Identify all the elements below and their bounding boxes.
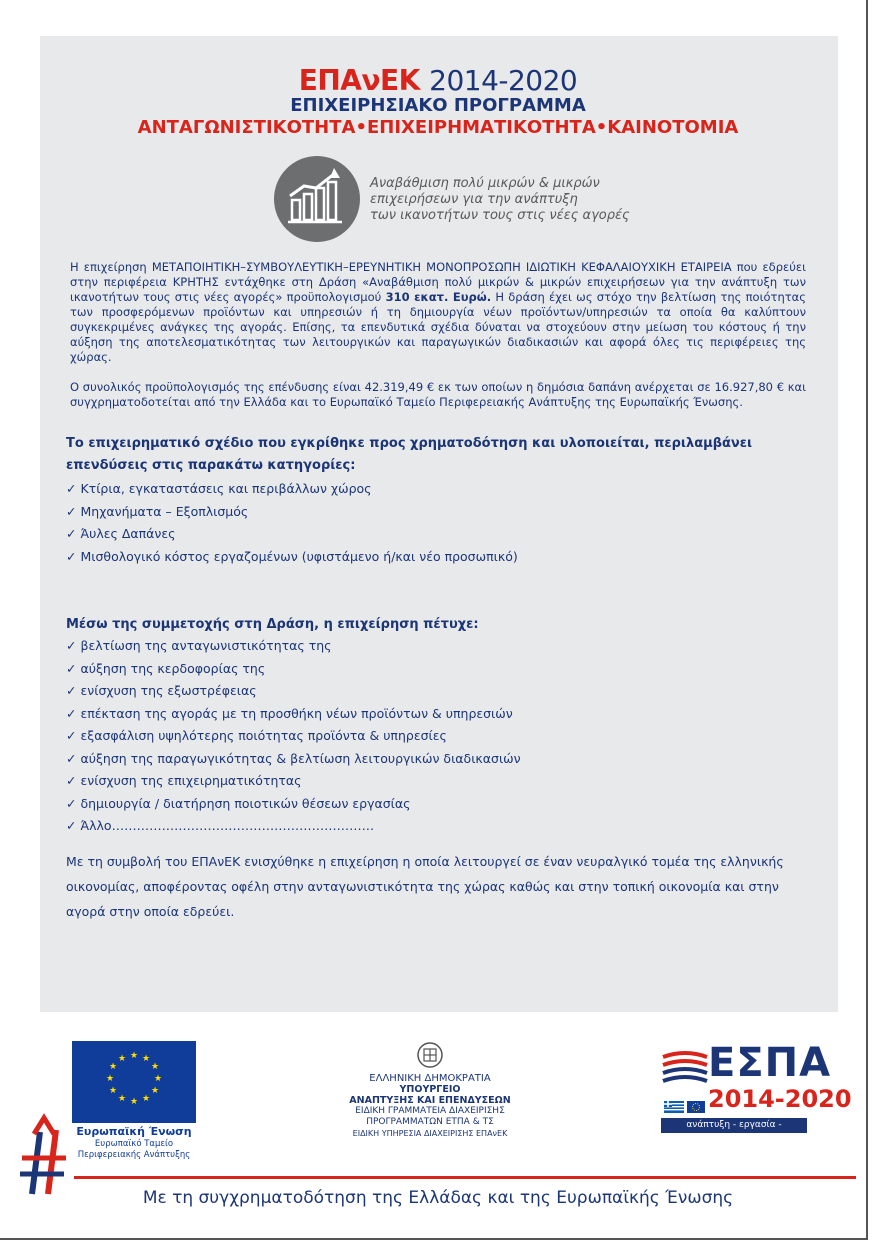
- check-icon: ✓: [66, 750, 77, 766]
- programme-pillars: ΑΝΤΑΓΩΝΙΣΤΙΚΟΤΗΤΑ•ΕΠΙΧΕΙΡΗΜΑΤΙΚΟΤΗΤΑ•ΚΑΙΝΟΤΟΜΙΑ: [137, 117, 739, 138]
- action-title-line: Αναβάθμιση πολύ μικρών & μικρών: [370, 176, 600, 191]
- gov-line: ΕΛΛΗΝΙΚΗ ΔΗΜΟΚΡΑΤΙΑ: [369, 1073, 491, 1084]
- gov-line: ΥΠΟΥΡΓΕΙΟ: [399, 1084, 461, 1095]
- list-item: [66, 478, 518, 501]
- growth-chart-icon: [274, 156, 360, 242]
- results-list: [66, 635, 521, 838]
- list-item: [66, 680, 521, 703]
- check-icon: ✓: [66, 728, 77, 743]
- results-heading: Μέσω της συμμετοχής στη Δράση, η επιχείρηση πέτυχε:: [66, 617, 479, 632]
- budget-paragraph: Ο συνολικός προϋπολογισμός της επένδυσης είναι 42.319,49 € εκ των οποίων η δημόσια δαπάνη ανέρχεται σε 16.927,80 € και συγχρηματοδοτείται από την Ελλάδα και το Ευρωπαϊκό Ταμείο Περιφερειακής Ανάπτυξης της Ευρωπαϊκής Ένωσης.: [70, 380, 806, 409]
- espa-swoosh-icon: [661, 1043, 711, 1093]
- closing-paragraph: Με τη συμβολή του ΕΠΑνΕΚ ενισχύθηκε η επιχείρηση η οποία λειτουργεί σε έναν νευραλγικό τομέα της ελληνικής οικονομίας, αποφέροντας οφέλη στην ανταγωνιστικότητα της χώρας καθώς και στην τοπική οικονομία και στην αγορά στην οποία εδρεύει.: [66, 854, 784, 919]
- list-item-label: ενίσχυση της επιχειρηματικότητας: [80, 773, 302, 788]
- svg-text:★: ★: [150, 1062, 160, 1072]
- svg-text:★: ★: [141, 1094, 151, 1104]
- eu-fund-line: Περιφερειακής Ανάπτυξης: [77, 1150, 191, 1160]
- eu-fund-line: Ευρωπαϊκό Ταμείο: [94, 1139, 174, 1149]
- list-item-label: Κτίρια, εγκαταστάσεις και περιβάλλων χώρος: [80, 481, 372, 496]
- list-item: [66, 793, 521, 816]
- action-title-line: των ικανοτήτων τους στις νέες αγορές: [370, 208, 630, 223]
- check-icon: ✓: [66, 705, 77, 721]
- svg-text:★: ★: [129, 1097, 139, 1107]
- check-icon: ✓: [66, 818, 77, 833]
- list-item: [66, 501, 518, 524]
- svg-text:★: ★: [150, 1086, 160, 1096]
- svg-text:★: ★: [141, 1054, 151, 1064]
- check-icon: ✓: [66, 548, 77, 564]
- gov-line: ΑΝΑΠΤΥΞΗΣ ΚΑΙ ΕΠΕΝΔΥΣΕΩΝ: [349, 1095, 511, 1106]
- list-item-label: Μισθολογικό κόστος εργαζομένων (υφιστάμενο ή/και νέο προσωπικό): [80, 548, 518, 564]
- eu-name: Ευρωπαϊκή Ένωση: [76, 1125, 192, 1138]
- check-icon: ✓: [66, 660, 77, 676]
- check-icon: ✓: [66, 683, 77, 698]
- brand-years: 2014-2020: [429, 64, 578, 97]
- list-item-label: δημιουργία / διατήρηση ποιοτικών θέσεων εργασίας: [80, 795, 411, 811]
- list-item: [66, 635, 521, 658]
- check-icon: ✓: [66, 795, 77, 811]
- list-item-label: Άλλο………………………………………………………: [80, 818, 375, 833]
- action-budget: 310 εκατ. Ευρώ.: [385, 290, 492, 304]
- list-item-label: αύξηση της κερδοφορίας της: [80, 660, 266, 676]
- gov-line: ΠΡΟΓΡΑΜΜΑΤΩΝ ΕΤΠΑ & ΤΣ: [366, 1117, 494, 1127]
- cofunding-footer: Με τη συγχρηματοδότηση της Ελλάδας και της Ευρωπαϊκής Ένωσης: [142, 1188, 734, 1208]
- list-item: [66, 815, 521, 838]
- list-item: [66, 523, 518, 546]
- eu-fund-name: [72, 1139, 196, 1161]
- list-item-label: Μηχανήματα – Εξοπλισμός: [80, 503, 249, 519]
- programme-logo-title: [0, 64, 876, 97]
- intro-paragraph: [70, 260, 806, 365]
- list-item-label: εξασφάλιση υψηλότερης ποιότητας προϊόντα & υπηρεσίες: [80, 728, 447, 743]
- intro-text-b: Η δράση έχει ως στόχο την βελτίωση της ποιότητας των προσφερόμενων προϊόντων και υπηρεσιών ή τη δημιουργία νέων προϊόντων/υπηρεσιών τα οποία θα καλύπτουν συγκεκριμένες ανάγκες της αγοράς. Επίσης, τα επενδυτικά σχέδια δύναται να στοχεύουν στην μείωση του κόστους ή την αύξηση της αποτελεσματικότητας των λειτουργικών και παραγωγικών διαδικασιών και αφορά όλες τις περιφέρειες της χώρας.: [70, 290, 806, 364]
- list-item-label: ενίσχυση της εξωστρέφειας: [80, 683, 257, 698]
- investments-heading: Το επιχειρηματικό σχέδιο που εγκρίθηκε προς χρηματοδότηση και υλοποιείται, περιλαμβάνει επενδύσεις στις παρακάτω κατηγορίες:: [66, 436, 753, 473]
- action-title: [370, 176, 670, 224]
- check-icon: ✓: [66, 503, 77, 519]
- list-item: [66, 725, 521, 748]
- svg-text:★: ★: [117, 1094, 127, 1104]
- ministry-logo: [330, 1041, 530, 1139]
- investment-categories-list: [66, 478, 518, 568]
- list-item-label: Άυλες Δαπάνες: [80, 526, 176, 541]
- svg-text:★: ★: [129, 1051, 139, 1061]
- list-item: [66, 770, 521, 793]
- brand-name: ΕΠΑνΕΚ: [298, 64, 420, 97]
- svg-text:★: ★: [117, 1054, 127, 1064]
- espa-tagline: ανάπτυξη - εργασία - αλληλεγγύη: [661, 1118, 807, 1133]
- action-title-line: επιχειρήσεων για την ανάπτυξη: [370, 192, 578, 207]
- svg-text:★: ★: [105, 1074, 115, 1084]
- check-icon: ✓: [66, 526, 77, 541]
- list-item: [66, 658, 521, 681]
- programme-subtitle: ΕΠΙΧΕΙΡΗΣΙΑΚΟ ΠΡΟΓΡΑΜΜΑ: [290, 95, 586, 116]
- espa-years: 2014-2020: [708, 1085, 852, 1113]
- eu-mini-flag-icon: [687, 1098, 705, 1108]
- list-item-label: αύξηση της παραγωγικότητας & βελτίωση λειτουργικών διαδικασιών: [80, 750, 521, 766]
- footer-divider: [74, 1176, 856, 1179]
- list-item: [66, 748, 521, 771]
- intro-text-a: Η επιχείρηση ΜΕΤΑΠΟΙΗΤΙΚΗ–ΣΥΜΒΟΥΛΕΥΤΙΚΗ–ΕΡΕΥΝΗΤΙΚΗ ΜΟΝΟΠΡΟΣΩΠΗ ΙΔΙΩΤΙΚΗ ΚΕΦΑΛΑΙΟΥΧΙΚΗ ΕΤΑΙΡΕΙΑ που εδρεύει στην περιφέρεια ΚΡΗΤΗΣ εντάχθηκε στη Δράση «Αναβάθμιση πολύ μικρών & μικρών επιχειρήσεων για την ανάπτυξη των ικανοτήτων τους στις νέες αγορές» προϋπολογισμού: [70, 260, 806, 304]
- greek-flag-icon: [664, 1098, 684, 1108]
- svg-text:★: ★: [108, 1086, 118, 1096]
- gov-line: ΕΙΔΙΚΗ ΥΠΗΡΕΣΙΑ ΔΙΑΧΕΙΡΙΣΗΣ ΕΠΑνΕΚ: [352, 1129, 508, 1138]
- list-item: [66, 546, 518, 569]
- list-item: [66, 703, 521, 726]
- greek-emblem-icon: [415, 1041, 445, 1069]
- gov-line: ΕΙΔΙΚΗ ΓΡΑΜΜΑΤΕΙΑ ΔΙΑΧΕΙΡΙΣΗΣ: [355, 1106, 505, 1116]
- espa-wordmark: ΕΣΠΑ: [708, 1040, 832, 1086]
- hashtag-logo-icon: [18, 1112, 74, 1196]
- check-icon: ✓: [66, 773, 77, 788]
- eu-flag-icon: [72, 1041, 196, 1123]
- svg-text:★: ★: [108, 1062, 118, 1072]
- list-item-label: επέκταση της αγοράς με τη προσθήκη νέων προϊόντων & υπηρεσιών: [80, 705, 513, 721]
- svg-text:★: ★: [153, 1074, 163, 1084]
- list-item-label: βελτίωση της ανταγωνιστικότητας της: [80, 638, 332, 653]
- check-icon: ✓: [66, 638, 77, 653]
- check-icon: ✓: [66, 481, 77, 496]
